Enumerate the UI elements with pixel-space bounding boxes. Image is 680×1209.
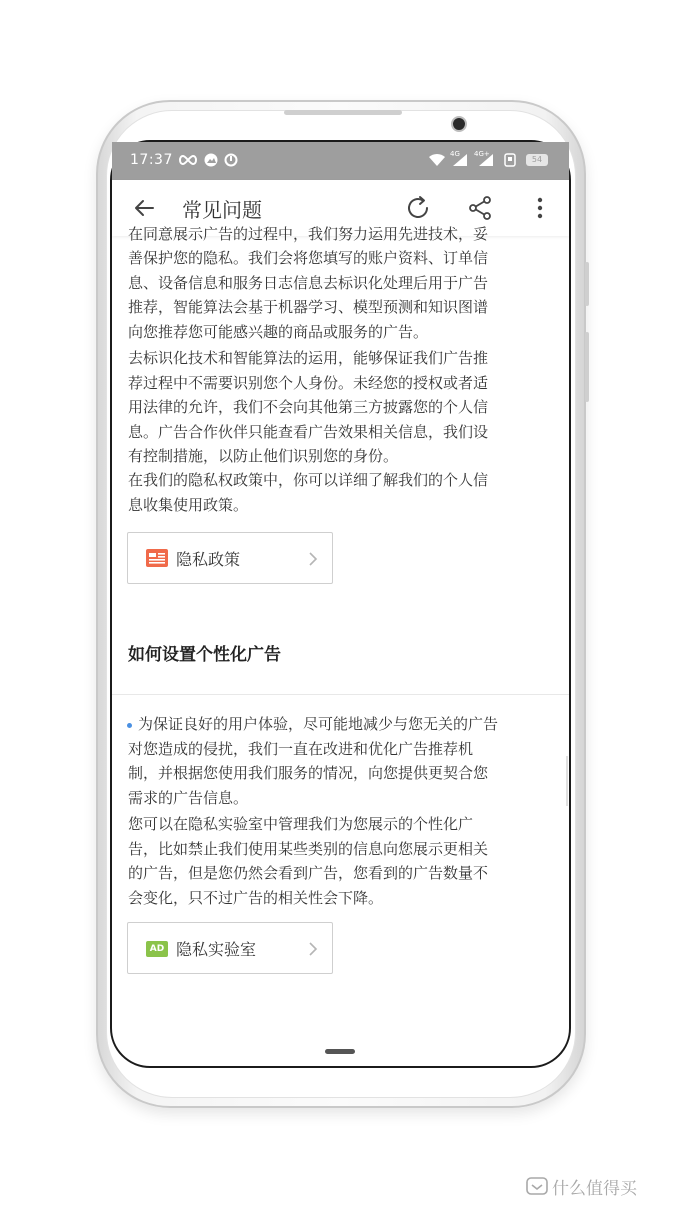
privacy-lab-label: 隐私实验室 bbox=[176, 940, 257, 959]
chevron-right-icon bbox=[308, 551, 318, 567]
paragraph bbox=[128, 468, 558, 517]
nfc-icon bbox=[504, 153, 516, 167]
divider bbox=[112, 694, 569, 695]
refresh-icon[interactable] bbox=[404, 194, 432, 222]
watermark: 什么值得买 bbox=[552, 1179, 637, 1199]
ad-badge-icon: AD bbox=[146, 941, 168, 957]
status-bar bbox=[112, 142, 569, 180]
text-line: 息。广告合作伙伴只能查看广告效果相关信息，我们设 bbox=[128, 422, 489, 441]
text-line: 您可以在隐私实验室中管理我们为您展示的个性化广 bbox=[128, 815, 474, 833]
text-line: 在同意展示广告的过程中，我们努力运用先进技术，妥 bbox=[128, 225, 489, 243]
earpiece bbox=[284, 110, 402, 115]
sync-icon bbox=[224, 153, 238, 167]
text-line: 向您推荐您可能感兴趣的商品或服务的广告。 bbox=[128, 322, 429, 341]
text-line: 息、设备信息和服务日志信息去标识化处理后用于广告 bbox=[128, 273, 489, 292]
infinity-icon bbox=[178, 153, 198, 167]
text-line: 推荐，智能算法会基于机器学习、模型预测和知识图谱 bbox=[128, 298, 489, 316]
text-line: 告，比如禁止我们使用某些类别的信息向您展示更相关 bbox=[128, 839, 489, 858]
text-line: 有控制措施，以防止他们识别您的身份。 bbox=[128, 447, 399, 465]
paragraph bbox=[128, 246, 558, 344]
section-heading: 如何设置个性化广告 bbox=[128, 645, 281, 665]
text-line: 对您造成的侵扰，我们一直在改进和优化广告推荐机 bbox=[128, 739, 474, 758]
text-line: 去标识化技术和智能算法的运用，能够保证我们广告推 bbox=[128, 349, 489, 367]
signal-icon bbox=[478, 153, 494, 167]
side-button bbox=[585, 332, 589, 402]
text-line: 荐过程中不需要识别您个人身份。未经您的授权或者适 bbox=[128, 373, 489, 392]
back-arrow-icon[interactable] bbox=[132, 196, 156, 220]
signal-icon bbox=[452, 153, 468, 167]
side-button bbox=[585, 262, 589, 306]
text-line: 制，并根据您使用我们服务的情况，向您提供更契合您 bbox=[128, 764, 489, 782]
network-label: 4G+ bbox=[474, 150, 490, 158]
privacy-lab-button[interactable] bbox=[127, 922, 333, 974]
faq-content bbox=[112, 225, 569, 1068]
text-line: 在我们的隐私权政策中，你可以详细了解我们的个人信 bbox=[128, 471, 489, 489]
paragraph bbox=[128, 222, 558, 247]
status-time: 17:37 bbox=[130, 152, 173, 168]
text-line: 息收集使用政策。 bbox=[128, 495, 249, 514]
chevron-right-icon bbox=[308, 941, 318, 957]
phone-screen bbox=[110, 140, 571, 1068]
network-label: 4G bbox=[450, 150, 460, 158]
paragraph bbox=[128, 712, 558, 810]
battery-icon: 54 bbox=[526, 154, 548, 166]
text-line: 善保护您的隐私。我们会将您填写的账户资料、订单信 bbox=[128, 249, 489, 267]
page-title: 常见问题 bbox=[182, 198, 262, 222]
text-line: 会变化，只不过广告的相关性会下降。 bbox=[128, 888, 384, 907]
paragraph bbox=[128, 812, 558, 910]
scrollbar[interactable] bbox=[566, 756, 568, 806]
text-line: 的广告，但是您仍然会看到广告，您看到的广告数量不 bbox=[128, 864, 489, 882]
share-icon[interactable] bbox=[466, 194, 494, 222]
front-camera bbox=[451, 116, 467, 132]
text-line: 用法律的允许，我们不会向其他第三方披露您的个人信 bbox=[128, 398, 489, 416]
gallery-icon bbox=[204, 153, 218, 167]
privacy-policy-button[interactable] bbox=[127, 532, 333, 584]
document-icon bbox=[146, 549, 168, 567]
privacy-policy-label: 隐私政策 bbox=[176, 550, 241, 569]
paragraph bbox=[128, 346, 558, 469]
text-line: 需求的广告信息。 bbox=[128, 788, 249, 807]
text-line: 为保证良好的用户体验，尽可能地减少与您无关的广告 bbox=[138, 715, 499, 733]
home-indicator[interactable] bbox=[325, 1049, 355, 1054]
wifi-icon bbox=[428, 153, 446, 167]
site-logo-icon bbox=[526, 1175, 548, 1197]
more-vertical-icon[interactable] bbox=[526, 194, 554, 222]
